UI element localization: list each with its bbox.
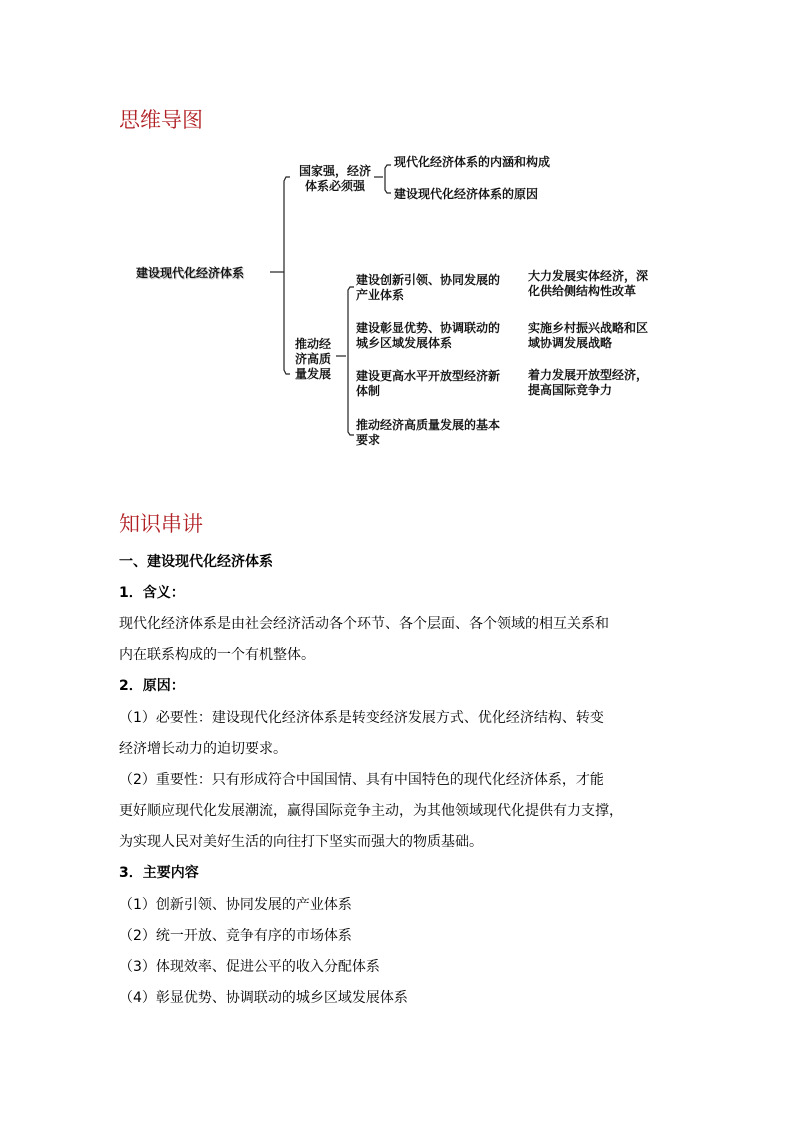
- item2-necessity-line1: （1）必要性：建设现代化经济体系是转变经济发展方式、优化经济结构、转变: [119, 710, 604, 726]
- mindmap-branch2-line1: 推动经: [294, 337, 331, 351]
- mindmap-branch2-child4-line1: 推动经济高质量发展的基本: [356, 418, 501, 432]
- mindmap-section-title: 思维导图: [119, 108, 203, 132]
- mindmap-branch1-line1: 国家强，经济: [298, 164, 371, 178]
- mindmap-branch1-child2: 建设现代化经济体系的原因: [394, 187, 539, 201]
- mindmap-root: 建设现代化经济体系: [136, 266, 245, 280]
- item2-title: 2．原因：: [119, 678, 185, 694]
- item2-importance-line1: （2）重要性：只有形成符合中国国情、具有中国特色的现代化经济体系，才能: [119, 772, 604, 788]
- mindmap-branch2-detail1: [528, 269, 648, 299]
- mindmap-branch2-child1-line1: 建设创新引领、协同发展的: [356, 273, 501, 287]
- mindmap-branch1-child1: 现代化经济体系的内涵和构成: [394, 155, 551, 169]
- item2-necessity-line2: 经济增长动力的迫切要求。: [119, 741, 287, 757]
- mindmap-branch1-line2: 体系必须强: [304, 179, 365, 193]
- knowledge-section-title: 知识串讲: [119, 512, 203, 536]
- mindmap-branch2-child1: [356, 273, 500, 303]
- mindmap-branch2-detail3: [528, 368, 648, 398]
- mindmap-branch2-child2-line1: 建设彰显优势、协调联动的: [356, 321, 501, 335]
- mindmap-branch2-child4: [356, 418, 500, 448]
- mindmap-branch2-detail2-line1: 实施乡村振兴战略和区: [528, 321, 649, 335]
- item1-para-line2: 内在联系构成的一个有机整体。: [119, 647, 315, 663]
- list-item: （3）体现效率、促进公平的收入分配体系: [119, 959, 380, 975]
- mindmap-branch1-label: [292, 164, 378, 194]
- mindmap-branch2-detail2: [528, 321, 648, 351]
- mindmap-branch2-detail1-line1: 大力发展实体经济，深: [528, 269, 649, 283]
- mindmap-branch2-detail3-line2: 提高国际竞争力: [528, 383, 613, 397]
- mindmap-branch2-child3-line2: 体制: [356, 384, 381, 398]
- list-item: （1）创新引领、协同发展的产业体系: [119, 897, 352, 913]
- item3-title: 3．主要内容: [119, 865, 199, 881]
- mindmap-branch2-child2: [356, 321, 500, 351]
- mindmap-branch2-line2: 济高质: [294, 352, 331, 366]
- mindmap-branch2-child4-line2: 要求: [356, 433, 381, 447]
- mindmap-branch2-detail3-line1: 着力发展开放型经济，: [528, 368, 649, 382]
- item2-importance-line2: 更好顺应现代化发展潮流，赢得国际竞争主动，为其他领域现代化提供有力支撑，: [119, 803, 623, 819]
- mindmap-branch2-child3: [356, 369, 500, 399]
- mindmap-branch2-detail1-line2: 化供给侧结构性改革: [528, 284, 637, 298]
- item1-para-line1: 现代化经济体系是由社会经济活动各个环节、各个层面、各个领域的相互关系和: [119, 616, 609, 632]
- item1-title: 1．含义：: [119, 585, 185, 601]
- mindmap-branch2-label: [290, 337, 336, 382]
- item2-importance-line3: 为实现人民对美好生活的向往打下坚实而强大的物质基础。: [119, 834, 483, 850]
- list-item: （4）彰显优势、协调联动的城乡区域发展体系: [119, 990, 408, 1006]
- knowledge-heading: 一、建设现代化经济体系: [119, 554, 273, 570]
- mindmap-branch2-child3-line1: 建设更高水平开放型经济新: [356, 369, 501, 383]
- mindmap-branch2-line3: 量发展: [294, 367, 331, 381]
- mindmap-branch2-child2-line2: 城乡区域发展体系: [356, 336, 453, 350]
- mindmap-branch2-detail2-line2: 域协调发展战略: [528, 336, 613, 350]
- mindmap-branch2-child1-line2: 产业体系: [356, 288, 405, 302]
- list-item: （2）统一开放、竞争有序的市场体系: [119, 928, 352, 944]
